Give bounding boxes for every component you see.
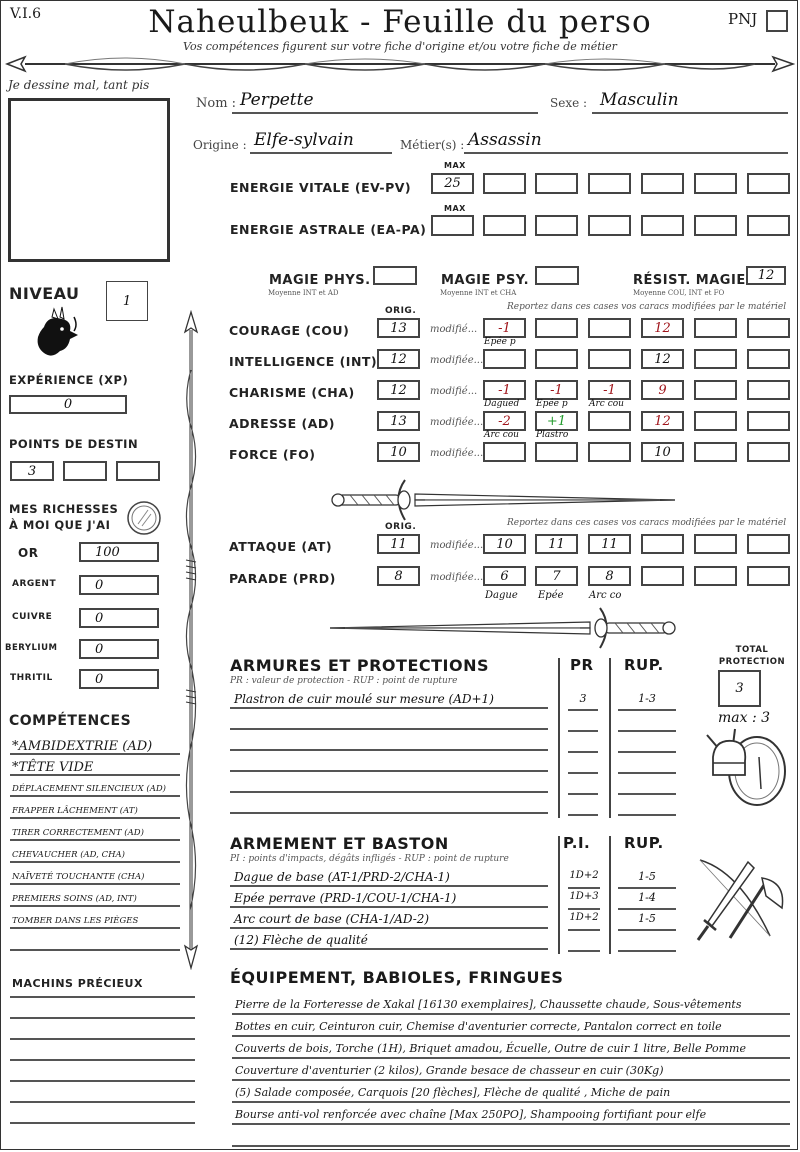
combat-modified-box[interactable] <box>641 534 684 554</box>
money-box[interactable]: 0 <box>79 575 159 595</box>
machins-line[interactable] <box>10 1122 195 1124</box>
armor-rup-field[interactable] <box>618 713 676 732</box>
combat-label: ATTAQUE (AT) <box>229 539 333 554</box>
stat-modifier-note: Epée p <box>484 337 516 347</box>
stat-modifier-note: Plastro <box>536 430 569 440</box>
armor-rup-header: RUP. <box>624 656 664 674</box>
combat-modified-box[interactable]: 10 <box>483 534 526 554</box>
stat-orig-box[interactable]: 13 <box>377 318 420 338</box>
stat-modified-box[interactable] <box>535 442 578 462</box>
weapon-rup-field[interactable]: 1-5 <box>618 912 676 931</box>
armor-divider <box>558 658 560 818</box>
xp-box[interactable]: 0 <box>9 395 127 414</box>
sheet-subtitle: Vos compétences figurent sur votre fiche d'origine et/ou votre fiche de métier <box>183 40 617 53</box>
pnj-checkbox[interactable] <box>766 10 788 32</box>
weapon-pi-field[interactable]: 1D+2 <box>568 870 600 889</box>
stat-modified-label: modifiée... <box>430 355 484 366</box>
ea-label: ENERGIE ASTRALE (EA-PA) <box>230 222 427 237</box>
ev-max-box[interactable]: 25 <box>431 173 474 194</box>
armor-name-field[interactable] <box>230 734 548 751</box>
stat-modified-box[interactable] <box>747 349 790 369</box>
stat-modified-label: modifié... <box>430 324 478 335</box>
stat-modified-box[interactable] <box>747 411 790 431</box>
destin-label: POINTS DE DESTIN <box>9 437 139 451</box>
stat-modifier-note: Arc cou <box>589 399 624 409</box>
ea-box[interactable] <box>588 215 631 236</box>
combat-modified-box[interactable] <box>694 534 737 554</box>
combat-modified-box[interactable]: 6 <box>483 566 526 586</box>
armor-pr-field[interactable] <box>568 797 598 816</box>
money-box[interactable]: 100 <box>79 542 159 562</box>
money-box[interactable]: 0 <box>79 669 159 689</box>
armor-rup-field[interactable] <box>618 797 676 816</box>
machins-line[interactable] <box>10 1017 195 1019</box>
combat-modified-box[interactable]: 7 <box>535 566 578 586</box>
skill-line[interactable]: TOMBER DANS LES PIÈGES <box>10 911 180 929</box>
arrow-banner-icon <box>5 52 795 76</box>
xp-label: EXPÉRIENCE (XP) <box>9 373 129 387</box>
combat-orig-label: ORIG. <box>385 522 417 532</box>
armor-pr-field[interactable] <box>568 713 598 732</box>
stats-report-note: Reportez dans ces cases vos caracs modifiées par le matériel <box>507 302 787 312</box>
total-protection-label: TOTAL <box>735 645 769 655</box>
stat-modified-box[interactable] <box>694 442 737 462</box>
combat-modified-box[interactable] <box>641 566 684 586</box>
stat-modified-box[interactable]: -1 <box>483 318 526 338</box>
skill-line[interactable]: *AMBIDEXTRIE (AD) <box>10 737 180 755</box>
total-protection-max: max : 3 <box>718 710 771 726</box>
magie-phys-label: MAGIE PHYS. <box>269 273 371 288</box>
equipment-line[interactable]: Couverture d'aventurier (2 kilos), Grande besace de chasseur en cuir (30Kg) <box>232 1062 790 1081</box>
weapons-pi-header: P.I. <box>563 834 591 852</box>
metier-label: Métier(s) : <box>400 138 465 152</box>
stats-orig-label: ORIG. <box>385 306 417 316</box>
machins-line[interactable] <box>10 1080 195 1082</box>
armor-pr-header: PR <box>570 656 594 674</box>
combat-modified-box[interactable]: 8 <box>588 566 631 586</box>
coin-icon <box>126 500 162 536</box>
stat-modified-box[interactable]: 12 <box>641 411 684 431</box>
stat-modified-box[interactable]: -2 <box>483 411 526 431</box>
stat-modified-label: modifié... <box>430 386 478 397</box>
stat-modified-label: modifiée... <box>430 448 484 459</box>
stat-modified-box[interactable] <box>694 411 737 431</box>
stat-label: CHARISME (CHA) <box>229 385 355 400</box>
ea-max-box[interactable] <box>431 215 474 236</box>
nom-value: Perpette <box>240 90 314 110</box>
armor-rup-field[interactable]: 1-3 <box>618 692 676 711</box>
stat-modified-box[interactable] <box>483 349 526 369</box>
combat-label: PARADE (PRD) <box>229 571 336 586</box>
magie-phys-box[interactable] <box>373 266 417 285</box>
metier-field[interactable] <box>464 132 788 154</box>
destin-box[interactable] <box>116 461 160 481</box>
skill-line[interactable]: CHEVAUCHER (AD, CHA) <box>10 845 180 863</box>
equipment-line[interactable]: Couverts de bois, Torche (1H), Briquet amadou, Écuelle, Outre de cuir 1 litre, Belle Pomme <box>232 1040 790 1059</box>
weapon-name-field[interactable]: Epée perrave (PRD-1/COU-1/CHA-1) <box>230 891 548 908</box>
portrait-box[interactable] <box>8 98 170 262</box>
stat-modified-box[interactable] <box>535 349 578 369</box>
ev-label: ENERGIE VITALE (EV-PV) <box>230 180 412 195</box>
armor-pr-field[interactable] <box>568 755 598 774</box>
ea-box[interactable] <box>747 215 790 236</box>
sword-icon <box>330 478 680 522</box>
money-label: ARGENT <box>12 579 57 589</box>
stat-modified-box[interactable]: 9 <box>641 380 684 400</box>
money-label: CUIVRE <box>12 612 53 622</box>
skill-line[interactable]: PREMIERS SOINS (AD, INT) <box>10 889 180 907</box>
competences-label: COMPÉTENCES <box>9 713 132 729</box>
total-protection-label-2: PROTECTION <box>718 657 786 667</box>
stat-modifier-note: Dagued <box>484 399 520 409</box>
stat-modified-box[interactable] <box>694 349 737 369</box>
total-protection-box[interactable]: 3 <box>718 670 761 707</box>
combat-note: Arc co <box>589 590 622 601</box>
money-box[interactable]: 0 <box>79 608 159 628</box>
stat-modified-box[interactable]: -1 <box>535 380 578 400</box>
combat-modified-box[interactable] <box>747 534 790 554</box>
ev-box[interactable] <box>694 173 737 194</box>
skill-line[interactable]: TIRER CORRECTEMENT (AD) <box>10 823 180 841</box>
combat-modified-box[interactable]: 11 <box>535 534 578 554</box>
combat-modified-box[interactable]: 11 <box>588 534 631 554</box>
origine-label: Origine : <box>193 138 247 152</box>
weapon-rup-field[interactable]: 1-5 <box>618 870 676 889</box>
skill-line[interactable]: *TÊTE VIDE <box>10 758 180 776</box>
stat-modified-box[interactable] <box>483 442 526 462</box>
portrait-label: Je dessine mal, tant pis <box>8 78 150 92</box>
equipment-line[interactable]: Bottes en cuir, Ceinturon cuir, Chemise d'aventurier correcte, Pantalon correct en toile <box>232 1018 790 1037</box>
weapon-pi-field[interactable]: 1D+3 <box>568 891 600 910</box>
weapons-divider <box>609 836 611 954</box>
dragon-icon <box>34 303 80 361</box>
magie-psy-label: MAGIE PSY. <box>441 273 530 288</box>
armor-subtitle: PR : valeur de protection - RUP : point de rupture <box>230 676 458 686</box>
ev-box[interactable] <box>483 173 526 194</box>
origine-field[interactable] <box>250 132 392 154</box>
richesses-label-2: À MOI QUE J'AI <box>9 518 111 532</box>
armor-name-field[interactable] <box>230 755 548 772</box>
stat-orig-box[interactable]: 10 <box>377 442 420 462</box>
stat-modified-box[interactable]: 12 <box>641 318 684 338</box>
sword-icon <box>325 606 685 650</box>
machins-label: MACHINS PRÉCIEUX <box>12 977 143 990</box>
ea-box[interactable] <box>694 215 737 236</box>
stat-modified-box[interactable] <box>694 380 737 400</box>
ev-box[interactable] <box>588 173 631 194</box>
stat-modified-box[interactable] <box>694 318 737 338</box>
weapon-rup-field[interactable]: 1-4 <box>618 891 676 910</box>
sheet-title: Naheulbeuk - Feuille du perso <box>148 4 652 40</box>
resist-magie-box[interactable]: 12 <box>746 266 786 285</box>
stat-modified-box[interactable]: -1 <box>588 380 631 400</box>
stat-orig-box[interactable]: 12 <box>377 380 420 400</box>
magie-psy-sub: Moyenne INT et CHA <box>440 289 517 297</box>
ea-box[interactable] <box>641 215 684 236</box>
skill-line[interactable]: FRAPPER LÂCHEMENT (AT) <box>10 801 180 819</box>
money-box[interactable]: 0 <box>79 639 159 659</box>
weapon-pi-field[interactable]: 1D+2 <box>568 912 600 931</box>
armor-rup-field[interactable] <box>618 755 676 774</box>
ev-max-label: MAX <box>444 161 466 170</box>
version-label: V.I.6 <box>10 6 42 22</box>
combat-modified-label: modifiée... <box>430 540 484 551</box>
armor-pr-field[interactable] <box>568 776 598 795</box>
combat-modified-box[interactable] <box>747 566 790 586</box>
armor-name-field[interactable] <box>230 776 548 793</box>
armor-name-field[interactable]: Plastron de cuir moulé sur mesure (AD+1) <box>230 692 548 709</box>
combat-report-note: Reportez dans ces cases vos caracs modifiées par le matériel <box>507 518 787 528</box>
stat-label: ADRESSE (AD) <box>229 416 336 431</box>
destin-box[interactable]: 3 <box>10 461 54 481</box>
stat-modified-box[interactable] <box>747 442 790 462</box>
spear-icon <box>180 310 202 970</box>
machins-line[interactable] <box>10 1059 195 1061</box>
combat-note: Dague <box>485 590 518 601</box>
stat-modified-box[interactable]: 10 <box>641 442 684 462</box>
stat-modified-box[interactable]: 12 <box>641 349 684 369</box>
combat-orig-box[interactable]: 11 <box>377 534 420 554</box>
pnj-label: PNJ <box>728 10 758 28</box>
richesses-label: MES RICHESSES <box>9 502 119 516</box>
weapons-rup-header: RUP. <box>624 834 664 852</box>
equipment-title: ÉQUIPEMENT, BABIOLES, FRINGUES <box>230 968 564 987</box>
crossed-weapons-icon <box>690 852 790 952</box>
stat-modified-box[interactable] <box>588 349 631 369</box>
magie-phys-sub: Moyenne INT et AD <box>268 289 339 297</box>
stat-modified-box[interactable] <box>747 318 790 338</box>
stat-modified-box[interactable] <box>588 442 631 462</box>
money-label: OR <box>18 546 39 560</box>
machins-line[interactable] <box>10 1038 195 1040</box>
armor-name-field[interactable] <box>230 713 548 730</box>
combat-modified-box[interactable] <box>694 566 737 586</box>
equipment-line[interactable]: (5) Salade composée, Carquois [20 flèches], Flèche de qualité , Miche de pain <box>232 1084 790 1103</box>
skill-line[interactable]: DÉPLACEMENT SILENCIEUX (AD) <box>10 779 180 797</box>
combat-modified-label: modifiée... <box>430 572 484 583</box>
armor-rup-field[interactable] <box>618 734 676 753</box>
sexe-label: Sexe : <box>550 96 588 110</box>
helmet-shield-icon <box>705 727 790 812</box>
metier-value: Assassin <box>468 130 542 150</box>
weapon-name-field[interactable]: (12) Flèche de qualité <box>230 933 548 950</box>
ea-box[interactable] <box>483 215 526 236</box>
money-label: BERYLIUM <box>5 643 58 653</box>
armor-pr-field[interactable]: 3 <box>568 692 598 711</box>
weapons-title: ARMEMENT ET BASTON <box>230 834 449 853</box>
armor-pr-field[interactable] <box>568 734 598 753</box>
armor-rup-field[interactable] <box>618 776 676 795</box>
destin-box[interactable] <box>63 461 107 481</box>
resist-magie-label: RÉSIST. MAGIE <box>633 273 746 288</box>
stat-orig-box[interactable]: 12 <box>377 349 420 369</box>
niveau-label: NIVEAU <box>9 284 80 303</box>
stat-modified-box[interactable]: -1 <box>483 380 526 400</box>
ev-box[interactable] <box>747 173 790 194</box>
nom-label: Nom : <box>196 96 237 111</box>
stat-modifier-note: Epée p <box>536 399 568 409</box>
weapon-pi-field[interactable] <box>568 933 600 952</box>
stat-modified-box[interactable] <box>588 411 631 431</box>
machins-line[interactable] <box>10 996 195 998</box>
weapons-subtitle: PI : points d'impacts, dégâts infligés - RUP : point de rupture <box>230 854 509 864</box>
stat-orig-box[interactable]: 13 <box>377 411 420 431</box>
origine-value: Elfe-sylvain <box>254 130 354 150</box>
stat-modified-box[interactable]: +1 <box>535 411 578 431</box>
equipment-line[interactable] <box>232 1128 790 1147</box>
armor-name-field[interactable] <box>230 797 548 814</box>
ea-box[interactable] <box>535 215 578 236</box>
skill-line[interactable]: NAÏVETÉ TOUCHANTE (CHA) <box>10 867 180 885</box>
weapons-divider <box>558 836 560 954</box>
ev-box[interactable] <box>535 173 578 194</box>
sexe-field[interactable] <box>592 92 788 114</box>
niveau-box[interactable]: 1 <box>106 281 148 321</box>
stat-modified-box[interactable] <box>535 318 578 338</box>
armor-title: ARMURES ET PROTECTIONS <box>230 656 489 675</box>
ev-box[interactable] <box>641 173 684 194</box>
stat-label: COURAGE (COU) <box>229 323 350 338</box>
equipment-line[interactable]: Bourse anti-vol renforcée avec chaîne [Max 250PO], Shampooing fortifiant pour elfe <box>232 1106 790 1125</box>
stat-modified-box[interactable] <box>747 380 790 400</box>
sexe-value: Masculin <box>600 90 679 110</box>
stat-modifier-note: Arc cou <box>484 430 519 440</box>
weapon-name-field[interactable]: Dague de base (AT-1/PRD-2/CHA-1) <box>230 870 548 887</box>
magie-psy-box[interactable] <box>535 266 579 285</box>
combat-note: Epée <box>538 590 564 601</box>
resist-magie-sub: Moyenne COU, INT et FO <box>633 289 725 297</box>
weapon-rup-field[interactable] <box>618 933 676 952</box>
money-label: THRITIL <box>10 673 53 683</box>
combat-orig-box[interactable]: 8 <box>377 566 420 586</box>
machins-line[interactable] <box>10 1101 195 1103</box>
weapon-name-field[interactable]: Arc court de base (CHA-1/AD-2) <box>230 912 548 929</box>
stat-modified-box[interactable] <box>588 318 631 338</box>
stat-label: FORCE (FO) <box>229 447 316 462</box>
stat-modified-label: modifiée... <box>430 417 484 428</box>
skill-line[interactable] <box>10 933 180 951</box>
nom-field[interactable] <box>232 92 538 114</box>
armor-divider <box>609 658 611 818</box>
ea-max-label: MAX <box>444 204 466 213</box>
stat-label: INTELLIGENCE (INT) <box>229 354 378 369</box>
equipment-line[interactable]: Pierre de la Forteresse de Xakal [16130 exemplaires], Chaussette chaude, Sous-vêtements <box>232 996 790 1015</box>
